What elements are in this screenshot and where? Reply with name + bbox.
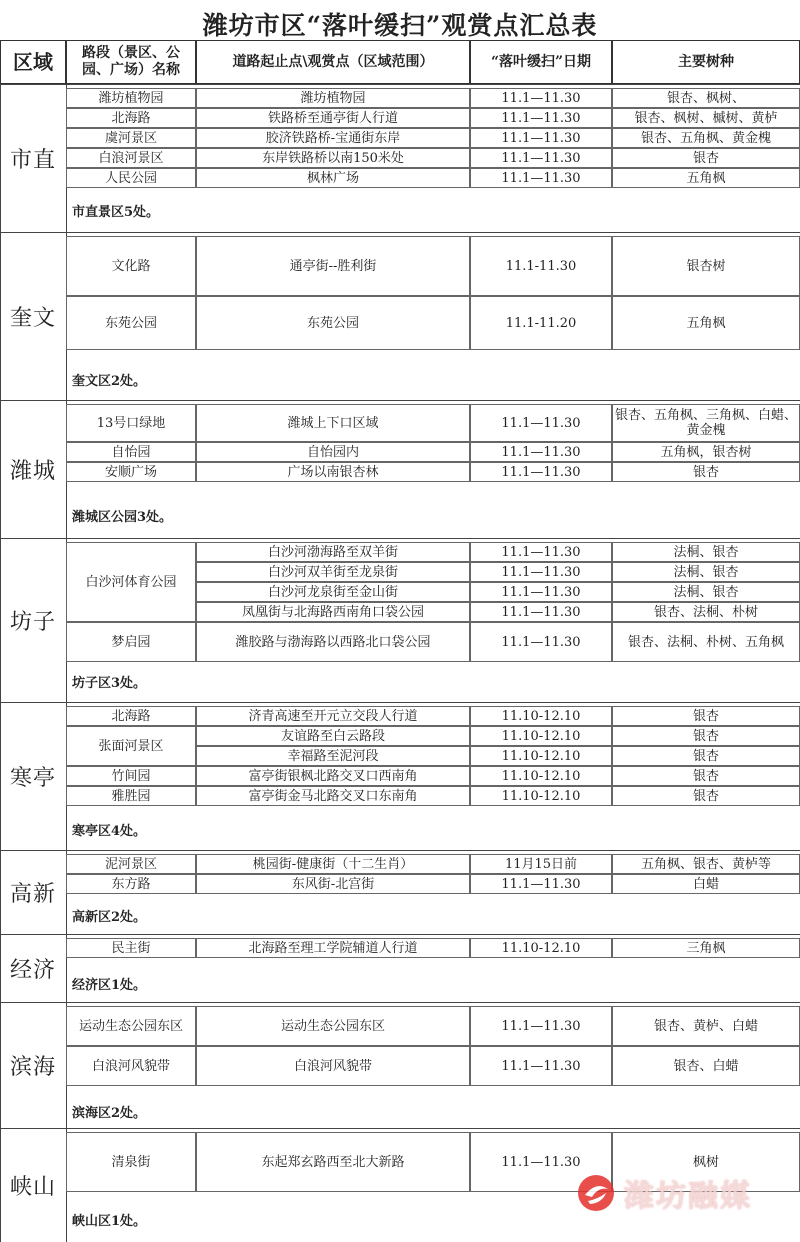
range-cell: 铁路桥至通亭街人行道 <box>196 108 470 128</box>
date-cell: 11.1—11.30 <box>470 582 612 602</box>
range-cell: 白沙河龙泉街至金山街 <box>196 582 470 602</box>
region-separator <box>0 850 800 851</box>
range-cell: 广场以南银杏林 <box>196 462 470 482</box>
tree-species-cell: 银杏 <box>612 148 800 168</box>
range-cell: 凤凰街与北海路西南角口袋公园 <box>196 602 470 622</box>
date-cell: 11.1—11.30 <box>470 148 612 168</box>
range-cell: 东苑公园 <box>196 296 470 350</box>
range-cell: 济青高速至开元立交段人行道 <box>196 706 470 726</box>
tree-species-cell: 银杏、五角枫、黄金槐 <box>612 128 800 148</box>
region-summary: 寒亭区4处。 <box>72 824 147 839</box>
road-name-cell: 竹间园 <box>66 766 196 786</box>
range-cell: 富亭街银枫北路交叉口西南角 <box>196 766 470 786</box>
region-separator <box>0 538 800 539</box>
region-separator <box>0 84 800 85</box>
date-cell: 11.1—11.30 <box>470 462 612 482</box>
range-cell: 运动生态公园东区 <box>196 1006 470 1046</box>
tree-species-cell: 银杏 <box>612 766 800 786</box>
tree-species-cell: 白蜡 <box>612 874 800 894</box>
region-label: 奎文 <box>9 305 56 331</box>
tree-species-cell: 银杏、五角枫、三角枫、白蜡、黄金槐 <box>612 404 800 442</box>
tree-species-cell: 银杏、枫树、 <box>612 88 800 108</box>
range-cell: 潍坊植物园 <box>196 88 470 108</box>
date-cell: 11.10-12.10 <box>470 706 612 726</box>
road-name-cell: 文化路 <box>66 236 196 296</box>
region-separator <box>0 934 800 935</box>
tree-species-cell: 银杏、枫树、槭树、黄栌 <box>612 108 800 128</box>
date-cell: 11.1—11.30 <box>470 442 612 462</box>
date-cell: 11月15日前 <box>470 854 612 874</box>
road-name-cell: 民主街 <box>66 938 196 958</box>
road-name-cell: 清泉街 <box>66 1132 196 1192</box>
region-summary: 经济区1处。 <box>72 978 147 993</box>
range-cell: 潍城上下口区域 <box>196 404 470 442</box>
region-summary: 高新区2处。 <box>72 910 147 925</box>
date-cell: 11.10-12.10 <box>470 746 612 766</box>
tree-species-cell: 银杏 <box>612 746 800 766</box>
region-summary: 滨海区2处。 <box>72 1106 147 1121</box>
region-summary: 潍城区公园3处。 <box>72 510 173 525</box>
range-cell: 白沙河双羊街至龙泉街 <box>196 562 470 582</box>
media-logo-icon <box>576 1173 616 1213</box>
date-cell: 11.1-11.20 <box>470 296 612 350</box>
tree-species-cell: 三角枫 <box>612 938 800 958</box>
road-name-cell: 东方路 <box>66 874 196 894</box>
date-cell: 11.1—11.30 <box>470 1132 612 1192</box>
range-cell: 桃园街-健康街（十二生肖） <box>196 854 470 874</box>
header-range: 道路起止点\观赏点（区域范围） <box>196 40 470 84</box>
range-cell: 富亭街金马北路交叉口东南角 <box>196 786 470 806</box>
range-cell: 通亭街--胜利街 <box>196 236 470 296</box>
tree-species-cell: 银杏树 <box>612 236 800 296</box>
date-cell: 11.1—11.30 <box>470 622 612 662</box>
road-name-cell: 运动生态公园东区 <box>66 1006 196 1046</box>
road-name-cell: 东苑公园 <box>66 296 196 350</box>
date-cell: 11.10-12.10 <box>470 726 612 746</box>
tree-species-cell: 法桐、银杏 <box>612 562 800 582</box>
tree-species-cell: 五角枫、银杏、黄栌等 <box>612 854 800 874</box>
range-cell: 北海路至理工学院辅道人行道 <box>196 938 470 958</box>
date-cell: 11.1-11.30 <box>470 236 612 296</box>
header-road: 路段（景区、公园、广场）名称 <box>66 40 196 84</box>
road-name-cell: 张面河景区 <box>66 726 196 766</box>
road-name-cell: 人民公园 <box>66 168 196 188</box>
region-summary: 市直景区5处。 <box>72 205 160 220</box>
road-name-cell: 北海路 <box>66 108 196 128</box>
tree-species-cell: 银杏 <box>612 462 800 482</box>
range-cell: 东岸铁路桥以南150米处 <box>196 148 470 168</box>
watermark-logo <box>576 1170 796 1216</box>
watermark-text: 潍坊融媒 <box>624 1179 752 1214</box>
region-label: 滨海 <box>9 1054 56 1080</box>
range-cell: 友谊路至白云路段 <box>196 726 470 746</box>
road-name-cell: 梦启园 <box>66 622 196 662</box>
header-region: 区域 <box>0 40 66 84</box>
region-label: 经济 <box>9 957 56 983</box>
header-trees: 主要树种 <box>612 40 800 84</box>
tree-species-cell: 银杏、黄栌、白蜡 <box>612 1006 800 1046</box>
road-name-cell: 自怡园 <box>66 442 196 462</box>
tree-species-cell: 银杏 <box>612 706 800 726</box>
range-cell: 枫林广场 <box>196 168 470 188</box>
summary-table <box>0 40 800 1242</box>
road-name-cell: 潍坊植物园 <box>66 88 196 108</box>
road-name-cell: 虞河景区 <box>66 128 196 148</box>
tree-species-cell: 枫树 <box>612 1132 800 1192</box>
date-cell: 11.10-12.10 <box>470 786 612 806</box>
range-cell: 东风街-北宫街 <box>196 874 470 894</box>
tree-species-cell: 五角枫 <box>612 296 800 350</box>
region-separator <box>0 232 800 233</box>
date-cell: 11.1—11.30 <box>470 404 612 442</box>
tree-species-cell: 法桐、银杏 <box>612 582 800 602</box>
date-cell: 11.1—11.30 <box>470 168 612 188</box>
region-summary: 峡山区1处。 <box>72 1214 147 1229</box>
region-label: 潍城 <box>9 458 56 484</box>
road-name-cell: 白浪河风貌带 <box>66 1046 196 1086</box>
road-name-cell: 白沙河体育公园 <box>66 542 196 622</box>
date-cell: 11.1—11.30 <box>470 542 612 562</box>
region-separator <box>0 1128 800 1129</box>
region-separator <box>0 1002 800 1003</box>
date-cell: 11.1—11.30 <box>470 88 612 108</box>
road-name-cell: 雅胜园 <box>66 786 196 806</box>
tree-species-cell: 银杏、法桐、朴树、五角枫 <box>612 622 800 662</box>
tree-species-cell: 银杏 <box>612 786 800 806</box>
region-label: 峡山 <box>9 1174 56 1200</box>
date-cell: 11.10-12.10 <box>470 938 612 958</box>
date-cell: 11.1—11.30 <box>470 128 612 148</box>
range-cell: 自怡园内 <box>196 442 470 462</box>
date-cell: 11.10-12.10 <box>470 766 612 786</box>
range-cell: 胶济铁路桥-宝通街东岸 <box>196 128 470 148</box>
date-cell: 11.1—11.30 <box>470 1006 612 1046</box>
date-cell: 11.1—11.30 <box>470 562 612 582</box>
range-cell: 潍胶路与渤海路以西路北口袋公园 <box>196 622 470 662</box>
range-cell: 白浪河风貌带 <box>196 1046 470 1086</box>
region-label: 高新 <box>9 881 56 907</box>
region-label: 市直 <box>9 147 56 173</box>
tree-species-cell: 银杏 <box>612 726 800 746</box>
date-cell: 11.1—11.30 <box>470 1046 612 1086</box>
tree-species-cell: 法桐、银杏 <box>612 542 800 562</box>
road-name-cell: 13号口绿地 <box>66 404 196 442</box>
road-name-cell: 白浪河景区 <box>66 148 196 168</box>
date-cell: 11.1—11.30 <box>470 602 612 622</box>
region-summary: 奎文区2处。 <box>72 374 147 389</box>
tree-species-cell: 银杏、法桐、朴树 <box>612 602 800 622</box>
date-cell: 11.1—11.30 <box>470 874 612 894</box>
page-title: 潍坊市区“落叶缓扫”观赏点汇总表 <box>202 11 598 40</box>
road-name-cell: 安顺广场 <box>66 462 196 482</box>
range-cell: 东起郑玄路西至北大新路 <box>196 1132 470 1192</box>
road-name-cell: 泥河景区 <box>66 854 196 874</box>
road-name-cell: 北海路 <box>66 706 196 726</box>
region-label: 坊子 <box>9 609 56 635</box>
region-summary: 坊子区3处。 <box>72 676 147 691</box>
region-separator <box>0 702 800 703</box>
tree-species-cell: 五角枫，银杏树 <box>612 442 800 462</box>
region-separator <box>0 400 800 401</box>
header-date: “落叶缓扫”日期 <box>470 40 612 84</box>
range-cell: 幸福路至泥河段 <box>196 746 470 766</box>
region-label: 寒亭 <box>9 765 56 791</box>
tree-species-cell: 银杏、白蜡 <box>612 1046 800 1086</box>
tree-species-cell: 五角枫 <box>612 168 800 188</box>
date-cell: 11.1—11.30 <box>470 108 612 128</box>
range-cell: 白沙河渤海路至双羊街 <box>196 542 470 562</box>
